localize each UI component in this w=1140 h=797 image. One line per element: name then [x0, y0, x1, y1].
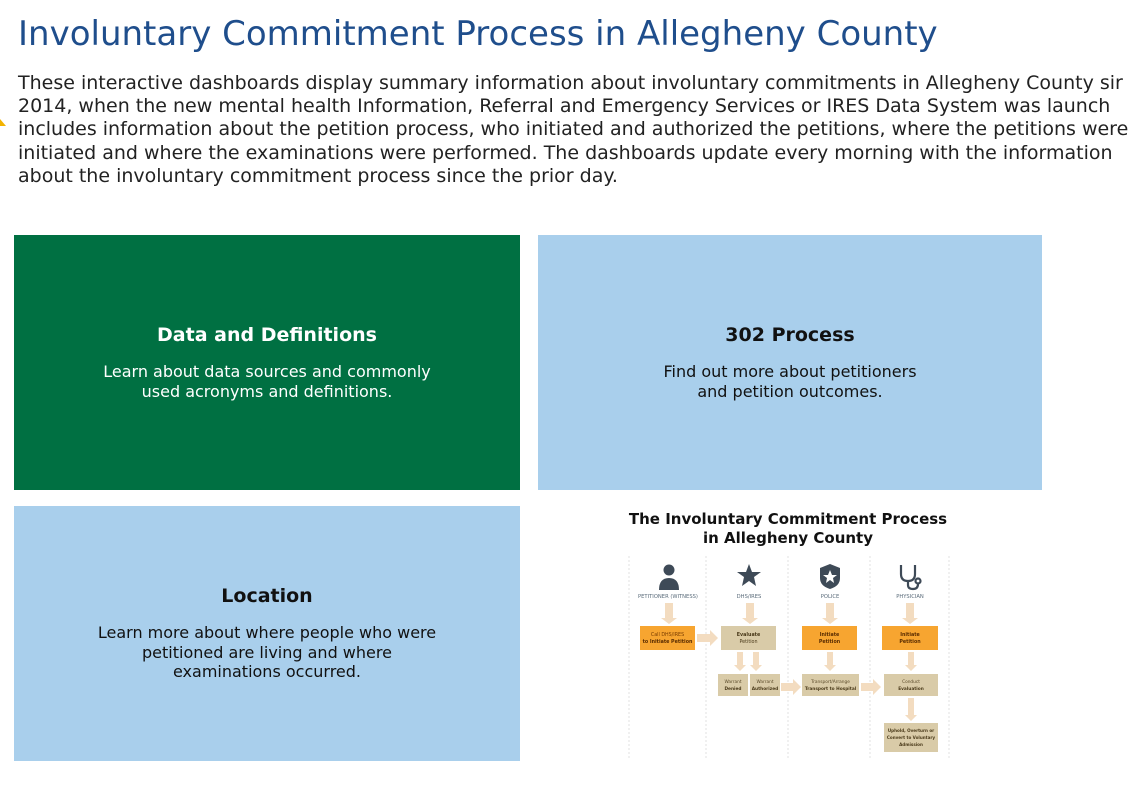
physician-initiate-box — [882, 626, 938, 650]
police-initiate-box — [802, 626, 857, 650]
evaluation-box — [884, 674, 938, 696]
tile-description: Learn more about where people who were petitioned are living and where examinations occurred. — [97, 623, 437, 682]
stethoscope-icon — [901, 565, 921, 589]
flow-arrows — [661, 603, 918, 721]
tile-title: Location — [221, 585, 313, 608]
box-line: Denied — [724, 687, 742, 692]
tile-description: Find out more about petitioners and petition outcomes. — [663, 362, 917, 401]
lane-label: POLICE — [820, 594, 840, 600]
box-line: Initiate — [819, 633, 840, 638]
process-flowchart — [538, 506, 1042, 761]
lane-label: PHYSICIAN — [896, 594, 924, 600]
box-line: Warrant — [756, 680, 774, 685]
evaluate-box — [721, 626, 776, 650]
box-line: to Initiate Petition — [642, 640, 693, 645]
badge-icon — [820, 564, 840, 589]
lane-label: DHS/IRES — [736, 594, 762, 600]
intro-line: initiated and where the examinations were performed. The dashboards update every morning with the information — [18, 141, 1113, 164]
box-line: Conduct — [902, 680, 920, 685]
warrant-authorized-box — [750, 674, 780, 696]
outcome-box — [884, 723, 938, 752]
box-line: Warrant — [724, 680, 742, 685]
intro-line: 2014, when the new mental health Information, Referral and Emergency Services or IRES Data System was launch — [18, 95, 1111, 118]
star-icon — [737, 564, 761, 586]
box-line: Authorized — [751, 687, 779, 692]
box-line: Call DHS/IRES — [650, 633, 685, 638]
box-line: Petition — [739, 640, 758, 645]
diagram-title: The Involuntary Commitment Process in Allegheny County — [628, 510, 948, 547]
box-line: Evaluate — [736, 633, 761, 638]
box-line: Initiate — [900, 633, 920, 638]
process-302-tile[interactable] — [538, 235, 1042, 490]
person-icon — [659, 565, 679, 591]
lane-label: PETITIONER (WITNESS) — [638, 594, 698, 600]
box-line: Admission — [899, 742, 923, 747]
box-line: Uphold, Overturn or — [887, 728, 935, 733]
lane-labels — [638, 594, 924, 600]
tile-title: Data and Definitions — [157, 324, 377, 346]
intro-text — [18, 72, 1140, 188]
page-title: Involuntary Commitment Process in Allegheny County — [18, 14, 938, 54]
intro-line: These interactive dashboards display summary information about involuntary commitments in Allegheny County sir — [18, 72, 1123, 94]
tile-title: 302 Process — [725, 324, 855, 346]
data-definitions-tile[interactable] — [14, 235, 520, 490]
warrant-denied-box — [718, 674, 748, 696]
edge-marker — [0, 112, 6, 126]
box-line: Petition — [899, 640, 921, 645]
box-line: Convert to Voluntary — [886, 735, 936, 740]
box-line: Evaluation — [898, 687, 924, 692]
intro-line: about the involuntary commitment process since the prior day. — [18, 164, 618, 187]
call-ires-box — [640, 626, 695, 650]
transport-box — [802, 674, 859, 696]
location-tile[interactable] — [14, 506, 520, 761]
box-line: Transport to Hospital — [804, 687, 857, 692]
process-diagram — [538, 506, 1042, 761]
intro-line: includes information about the petition process, who initiated and authorized the petitions, where the petitions were — [18, 118, 1129, 141]
tile-description: Learn about data sources and commonly used acronyms and definitions. — [103, 362, 431, 401]
box-line: Petition — [818, 640, 841, 645]
box-line: Transport/Arrange — [811, 680, 850, 685]
